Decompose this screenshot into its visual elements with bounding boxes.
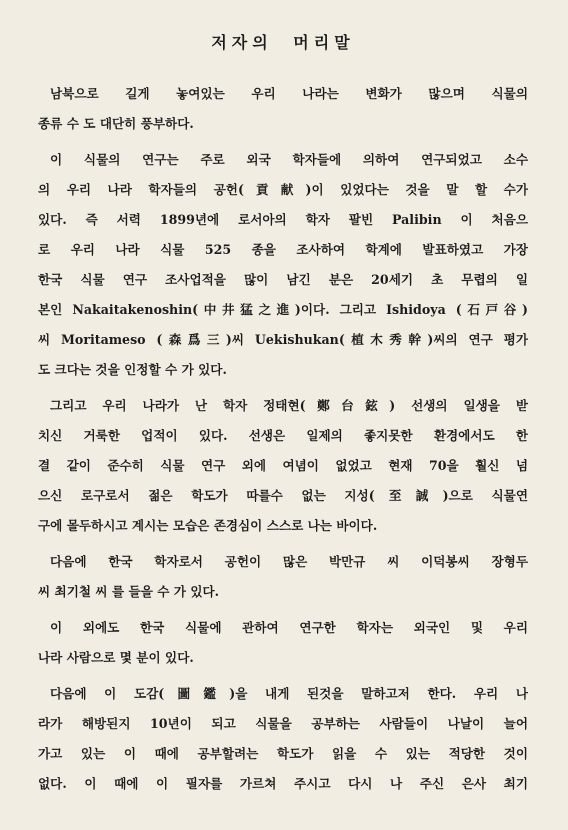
text-line: 이 식물의 연구는 주로 외국 학자들에 의하여 연구되었고 소수 (50, 152, 528, 167)
text-line: 치신 거룩한 업적이 있다. 선생은 일제의 좋지못한 환경에서도 한 (38, 428, 528, 443)
text-line: 종류 수 도 대단히 풍부하다. (38, 116, 194, 131)
text-line: 결 같이 준수히 식물 연구 외에 여념이 없었고 현재 70을 훨신 넘 (38, 458, 528, 473)
text-line: 그리고 우리 나라가 난 학자 정태현(鄭台鉉) 선생의 일생을 받 (50, 398, 528, 413)
text-line: 구에 몰두하시고 계시는 모습은 존경심이 스스로 나는 바이다. (38, 518, 378, 533)
text-line: 씨 최기철 씨 를 들을 수 가 있다. (38, 584, 220, 599)
text-line: 라가 해방된지 10년이 되고 식물을 공부하는 사람들이 나날이 늘어 (38, 716, 528, 731)
text-line: 도 크다는 것을 인정할 수 가 있다. (38, 362, 227, 377)
text-line: 있다. 즉 서력 1899년에 로서아의 학자 팔빈 Palibin 이 처음으 (38, 212, 528, 227)
text-line: 가고 있는 이 때에 공부할려는 학도가 읽을 수 있는 적당한 것이 (38, 746, 528, 761)
paragraph-research-history (38, 145, 528, 385)
paragraph-foreign-scholars (38, 613, 528, 673)
text-line: 나라 사람으로 몇 분이 있다. (38, 650, 194, 665)
text-line: 이 외에도 한국 식물에 관하여 연구한 학자는 외국인 및 우리 (50, 620, 528, 635)
text-line: 본인 Nakaitakenoshin(中井猛之進)이다. 그리고 Ishidoya (石戸谷) (38, 302, 528, 317)
page-title: 저자의 머리말 (211, 33, 355, 52)
text-line: 다음에 한국 학자로서 공헌이 많은 박만규 씨 이덕봉씨 장형두 (50, 554, 528, 569)
paragraph-intro (38, 79, 528, 139)
paragraph-other-scholars (38, 547, 528, 607)
paragraph-purpose (38, 679, 528, 799)
text-line: 없다. 이 때에 이 필자를 가르쳐 주시고 다시 나 주신 은사 최기 (38, 776, 528, 791)
text-line: 씨 Moritameso (森爲三)씨 Uekishukan(植木秀幹)씨의 연구 평가 (38, 332, 528, 347)
text-line: 남북으로 길게 놓여있는 우리 나라는 변화가 많으며 식물의 (50, 86, 528, 101)
text-line: 다음에 이 도감(圖鑑)을 내게 된것을 말하고저 한다. 우리 나 (50, 686, 528, 701)
text-line: 으신 로구로서 젊은 학도가 따를수 없는 지성(至誠)으로 식물연 (38, 488, 528, 503)
text-line: 의 우리 나라 학자들의 공헌(貢献)이 있었다는 것을 말 할 수가 (38, 182, 528, 197)
paragraph-korean-scholar (38, 391, 528, 541)
text-line: 로 우리 나라 식물 525 종을 조사하여 학계에 발표하였고 가장 (38, 242, 528, 257)
text-line: 한국 식물 연구 조사업적을 많이 남긴 분은 20세기 초 무렵의 일 (38, 272, 528, 287)
